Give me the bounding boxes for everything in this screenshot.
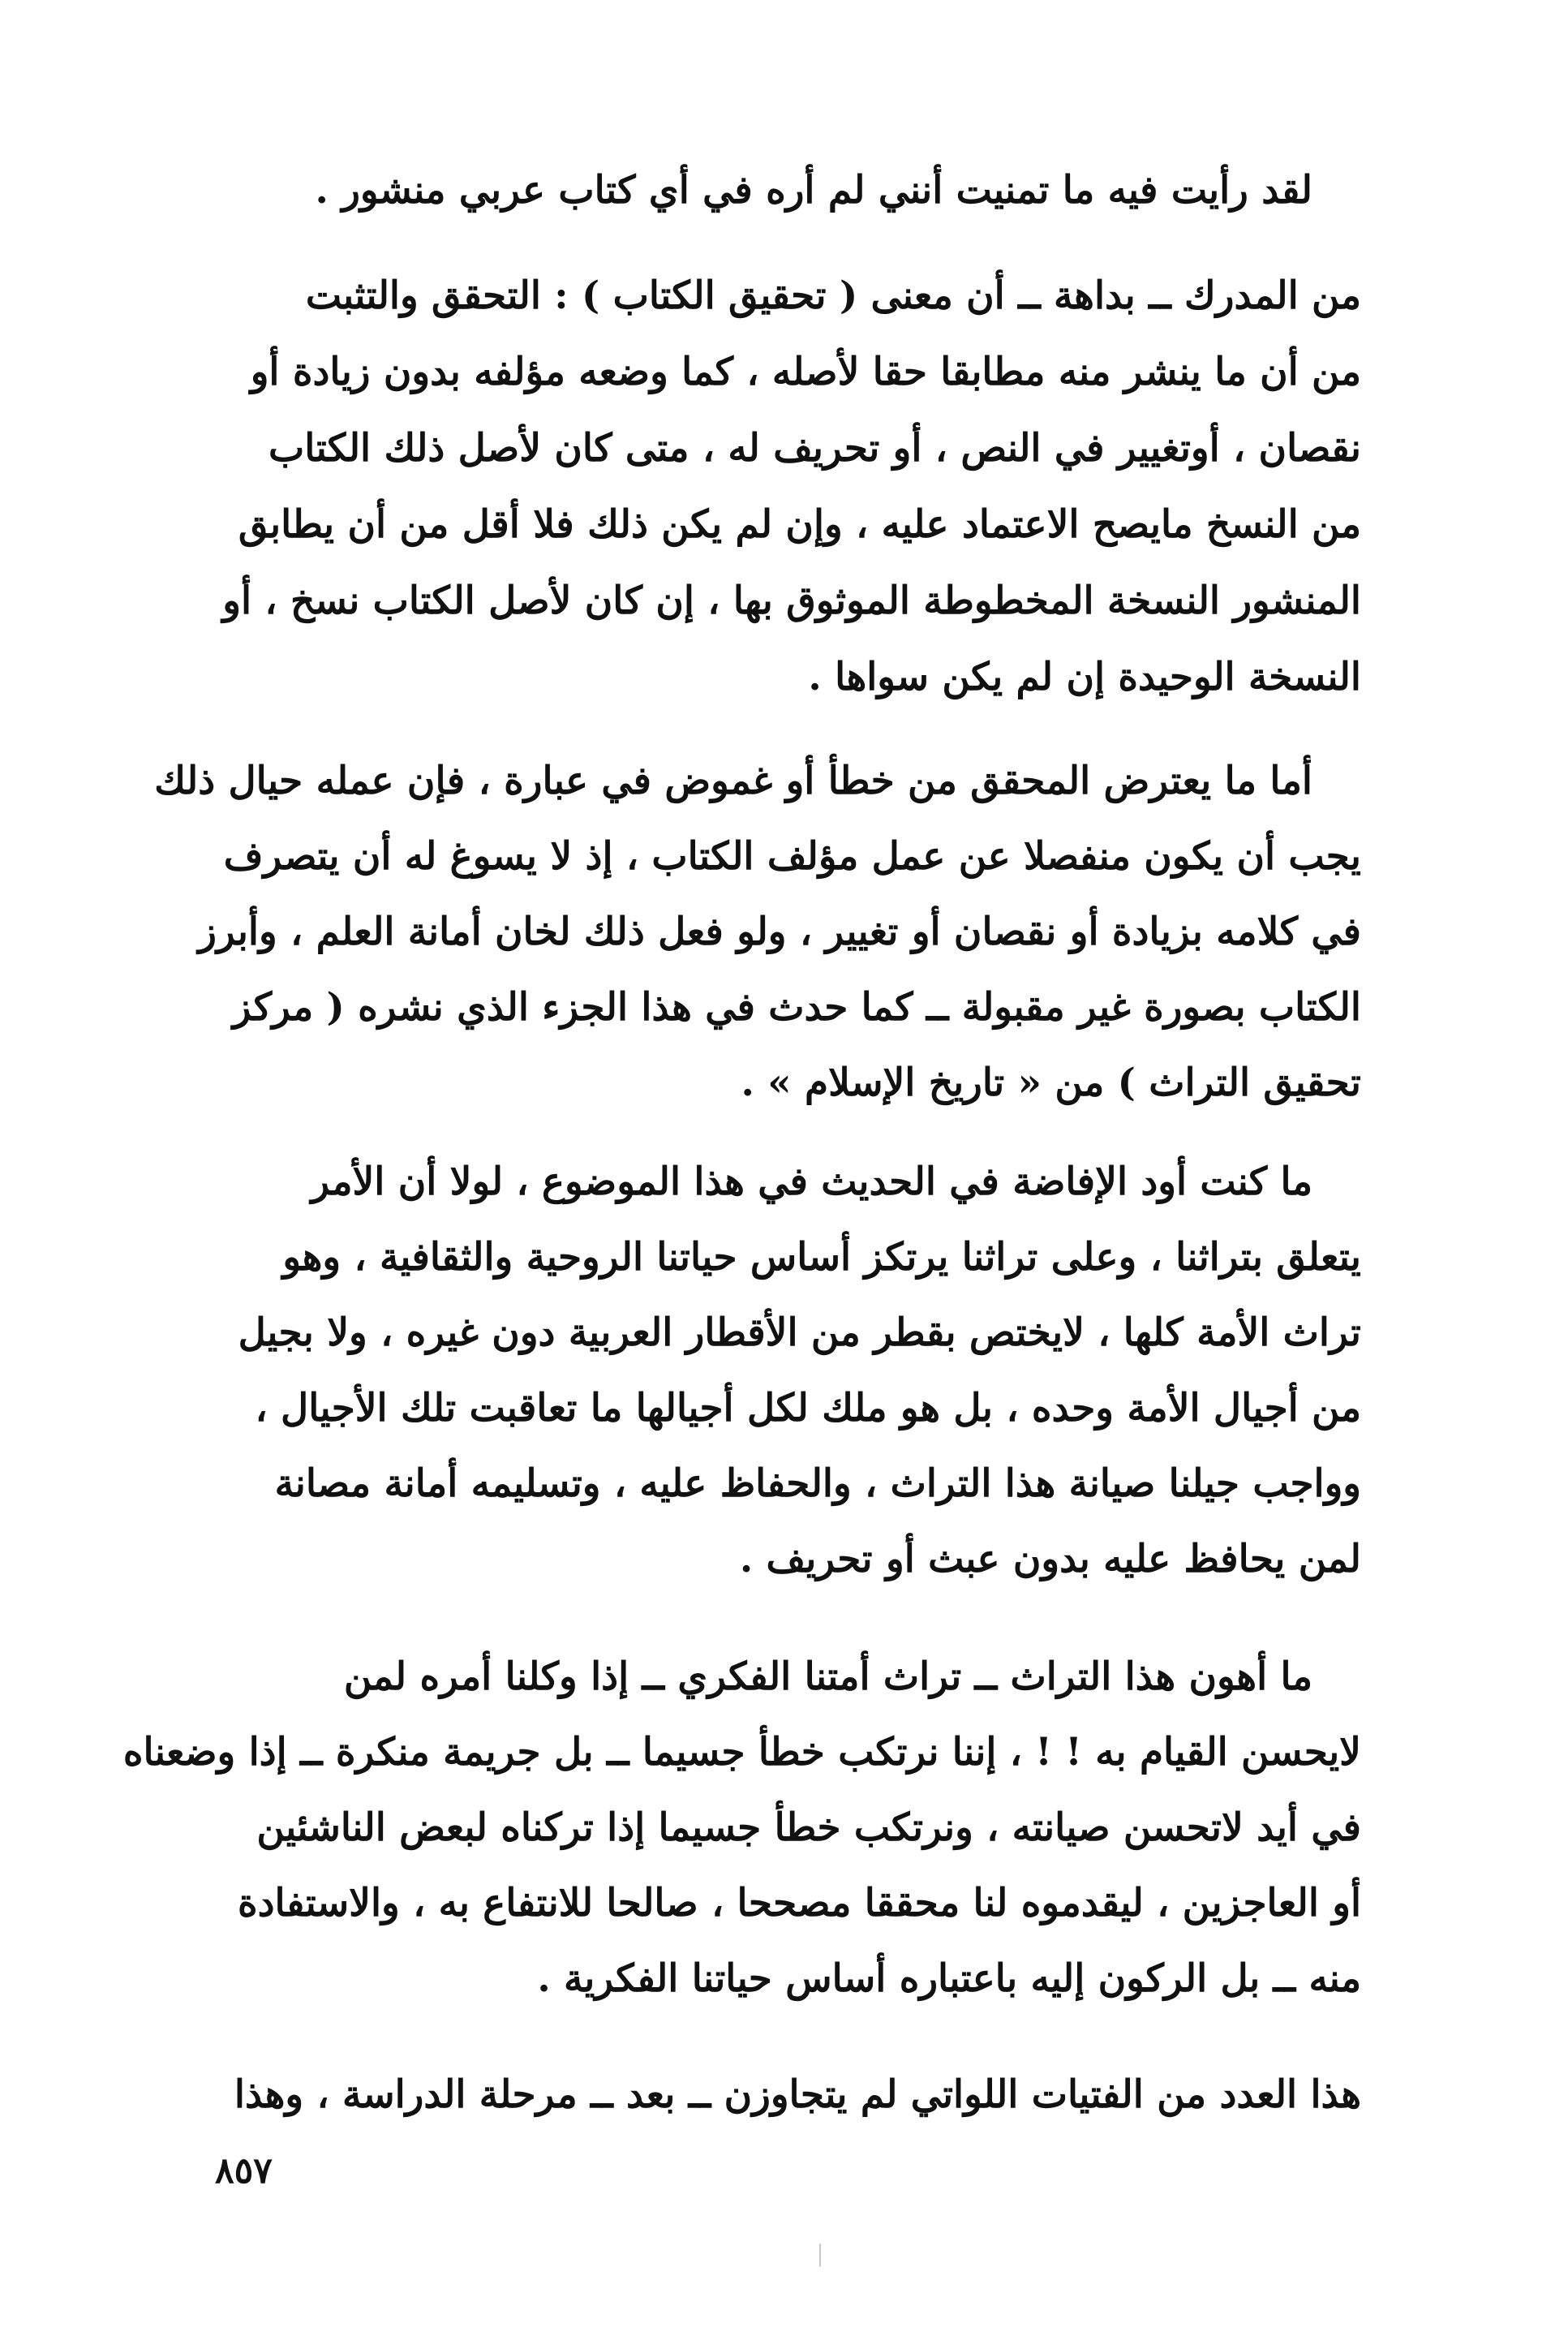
text-line: لايحسن القيام به ! ! ، إننا نرتكب خطأ جسيما ــ بل جريمة منكرة ــ إذا وضعناه bbox=[122, 1730, 1361, 1775]
text-line: النسخة الوحيدة إن لم يكن سواها . bbox=[808, 655, 1361, 699]
paragraph-continuation bbox=[217, 2057, 1361, 2132]
text-line: ما أهون هذا التراث ــ تراث أمتنا الفكري ــ إذا وكلنا أمره لمن bbox=[343, 1654, 1312, 1699]
text-line: في أيد لاتحسن صيانته ، ونرتكب خطأ جسيما إذا تركناه لبعض الناشئين bbox=[256, 1805, 1361, 1850]
text-line: المنشور النسخة المخطوطة الموثوق بها ، إن كان لأصل الكتاب نسخ ، أو bbox=[222, 579, 1361, 623]
paragraph-responsibility bbox=[122, 1639, 1361, 2016]
text-line: من أجيال الأمة وحده ، بل هو ملك لكل أجيالها ما تعاقبت تلك الأجيال ، bbox=[255, 1386, 1361, 1431]
text-line: من النسخ مايصح الاعتماد عليه ، وإن لم يكن ذلك فلا أقل من أن يطابق bbox=[238, 502, 1361, 547]
text-line: هذا العدد من الفتيات اللواتي لم يتجاوزن ــ بعد ــ مرحلة الدراسة ، وهذا bbox=[234, 2072, 1361, 2117]
page-number: ٨٥٧ bbox=[215, 2150, 273, 2192]
text-line: لمن يحافظ عليه بدون عبث أو تحريف . bbox=[739, 1537, 1361, 1581]
text-line: أما ما يعترض المحقق من خطأ أو غموض في عبارة ، فإن عمله حيال ذلك bbox=[154, 759, 1312, 803]
text-line: منه ــ بل الركون إليه باعتباره أساس حياتنا الفكرية . bbox=[537, 1956, 1361, 2001]
paragraph-definition bbox=[217, 258, 1361, 716]
text-line: أو العاجزين ، ليقدموه لنا محققا مصححا ، صالحا للانتفاع به ، والاستفادة bbox=[237, 1881, 1361, 1925]
scan-mark bbox=[819, 2244, 821, 2266]
text-line: تحقيق التراث ) من « تاريخ الإسلام » . bbox=[741, 1061, 1361, 1105]
text-line: من أن ما ينشر منه مطابقا حقا لأصله ، كما وضعه مؤلفه بدون زيادة أو bbox=[250, 350, 1361, 394]
paragraph-editor-errors bbox=[154, 743, 1361, 1121]
text-line: تراث الأمة كلها ، لايختص بقطر من الأقطار العربية دون غيره ، ولا بجيل bbox=[238, 1310, 1361, 1355]
text-line: لقد رأيت فيه ما تمنيت أنني لم أره في أي كتاب عربي منشور . bbox=[315, 168, 1312, 213]
text-line: ما كنت أود الإفاضة في الحديث في هذا الموضوع ، لولا أن الأمر bbox=[311, 1160, 1312, 1204]
text-line: من المدرك ــ بداهة ــ أن معنى ( تحقيق الكتاب ) : التحقق والتثبت bbox=[305, 273, 1361, 318]
text-line: في كلامه بزيادة أو نقصان أو تغيير ، ولو فعل ذلك لخان أمانة العلم ، وأبرز bbox=[198, 910, 1361, 954]
text-line: يتعلق بتراثنا ، وعلى تراثنا يرتكز أساس حياتنا الروحية والثقافية ، وهو bbox=[282, 1235, 1361, 1280]
paragraph-intro bbox=[217, 153, 1361, 228]
paragraph-heritage bbox=[217, 1144, 1361, 1597]
text-line: نقصان ، أوتغيير في النص ، أو تحريف له ، متى كان لأصل ذلك الكتاب bbox=[268, 426, 1361, 471]
text-line: وواجب جيلنا صيانة هذا التراث ، والحفاظ عليه ، وتسليمه أمانة مصانة bbox=[274, 1461, 1361, 1506]
text-line: الكتاب بصورة غير مقبولة ــ كما حدث في هذا الجزء الذي نشره ( مركز bbox=[232, 985, 1361, 1030]
text-line: يجب أن يكون منفصلا عن عمل مؤلف الكتاب ، إذ لا يسوغ له أن يتصرف bbox=[223, 834, 1361, 879]
